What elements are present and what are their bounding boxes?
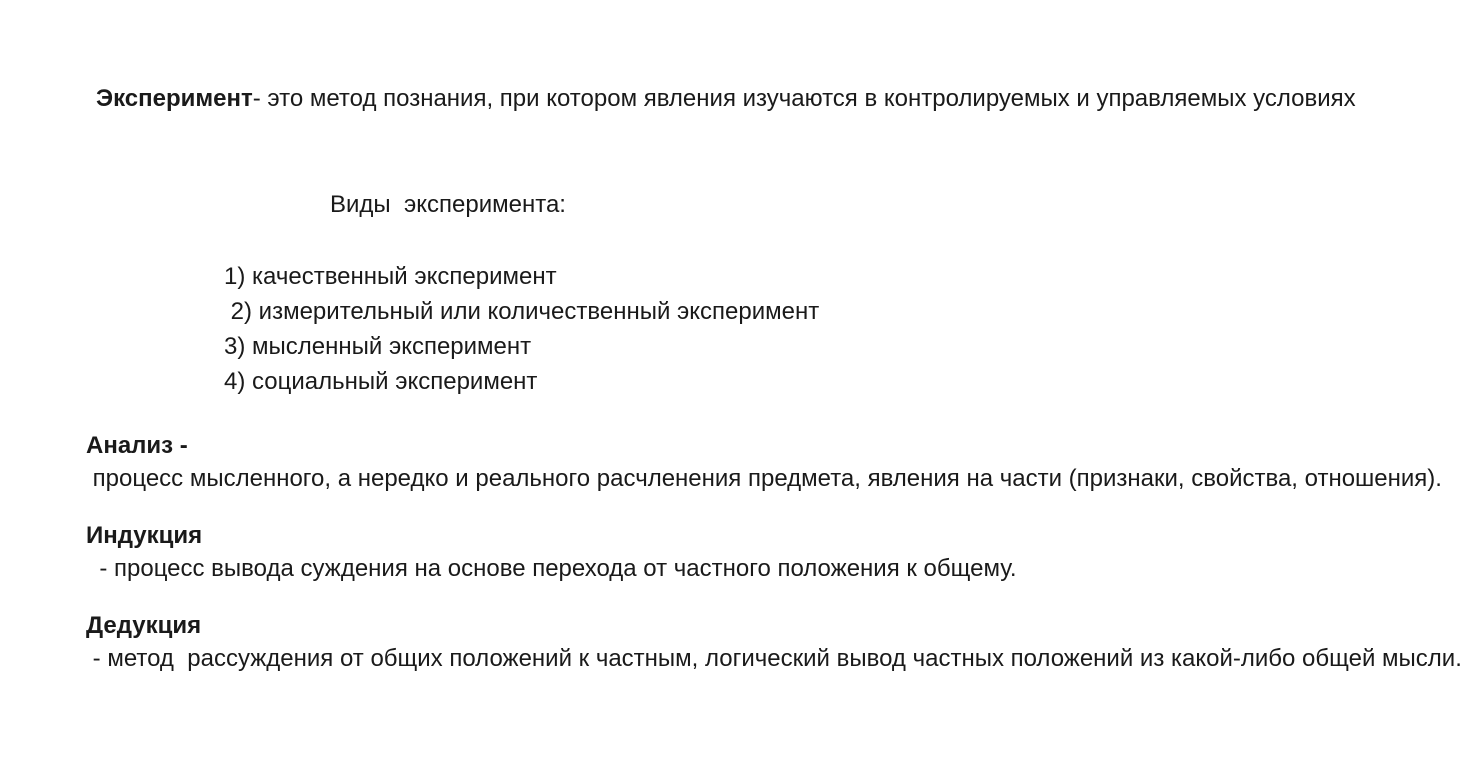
experiment-term: Эксперимент [96, 85, 253, 112]
experiment-text: - это метод познания, при котором явления изучаются в контролируемых и управляемых условиях [252, 85, 1356, 112]
deduction-term: Дедукция [86, 612, 202, 639]
experiment-types-list [224, 259, 819, 399]
induction-text: - процесс вывода суждения на основе перехода от частного положения к общему. [86, 555, 1017, 582]
analysis-term: Анализ - [86, 432, 188, 459]
experiment-types-heading: Виды эксперимента: [330, 191, 566, 218]
experiment-type-item: 4) социальный эксперимент [224, 368, 538, 395]
induction-definition [86, 519, 1017, 585]
analysis-definition [86, 429, 1442, 495]
deduction-text: - метод рассуждения от общих положений к частным, логический вывод частных положений из какой-либо общей мысли. [86, 645, 1462, 672]
experiment-type-item: 2) измерительный или количественный эксперимент [224, 298, 820, 325]
analysis-text: процесс мысленного, а нередко и реального расчленения предмета, явления на части (признаки, свойства, отношения). [86, 465, 1442, 492]
experiment-type-item: 3) мысленный эксперимент [224, 333, 532, 360]
experiment-definition [96, 82, 1356, 115]
deduction-definition [86, 609, 1462, 675]
experiment-type-item: 1) качественный эксперимент [224, 263, 557, 290]
induction-term: Индукция [86, 522, 203, 549]
